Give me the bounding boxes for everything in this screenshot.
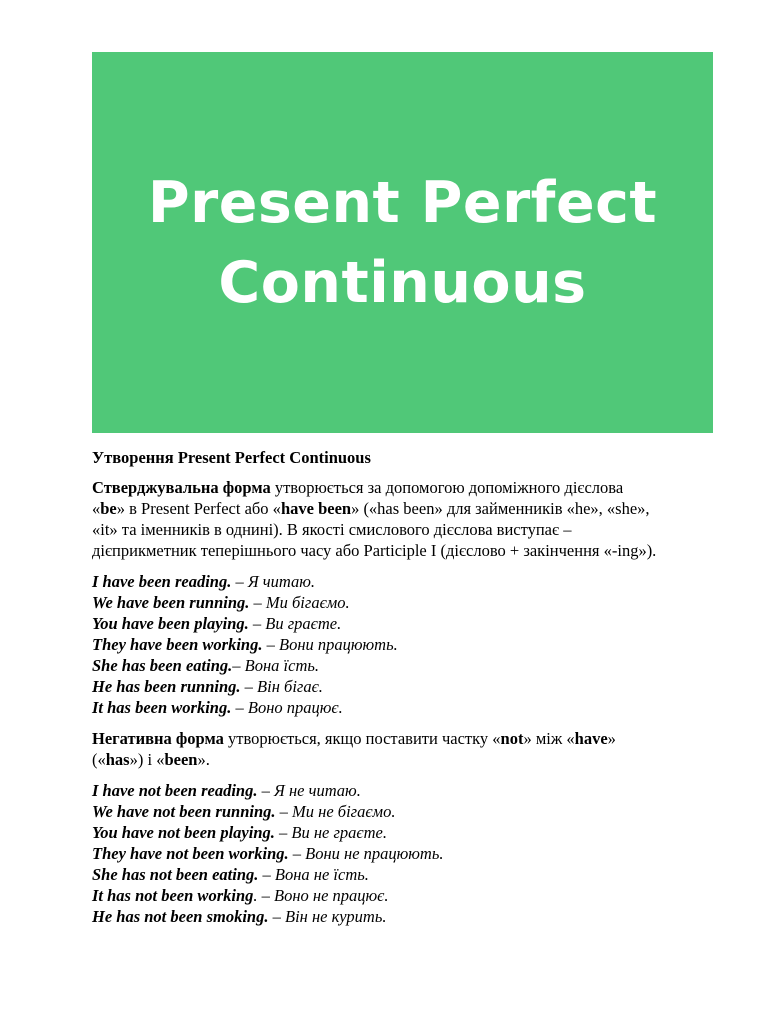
example-ua: – Вони не працюють. bbox=[288, 844, 444, 863]
example-item bbox=[92, 801, 722, 822]
example-en: They have not been working. bbox=[92, 844, 289, 863]
example-ua: – Вона не їсть. bbox=[258, 865, 369, 884]
example-item bbox=[92, 885, 722, 906]
affirmative-line-3: «it» та іменників в однині). В якості смислового дієслова виступає – bbox=[92, 520, 572, 539]
example-en: He has been running. bbox=[92, 677, 241, 696]
example-ua: – Ми бігаємо. bbox=[249, 593, 350, 612]
example-ua: – Вона їсть. bbox=[232, 656, 320, 675]
example-ua: – Воно працює. bbox=[231, 698, 343, 717]
affirmative-paragraph bbox=[92, 477, 722, 561]
negative-examples bbox=[92, 780, 722, 927]
example-ua: – Він бігає. bbox=[240, 677, 323, 696]
negative-term: Негативна форма bbox=[92, 729, 224, 748]
negative-text: (« bbox=[92, 750, 106, 769]
example-en: He has not been smoking. bbox=[92, 907, 269, 926]
example-en: It has been working. bbox=[92, 698, 232, 717]
example-en: You have not been playing. bbox=[92, 823, 275, 842]
example-ua: – Ми не бігаємо. bbox=[275, 802, 396, 821]
be-keyword: be bbox=[100, 499, 117, 518]
affirmative-text: утворюється за допомогою допоміжного дієслова bbox=[270, 478, 624, 497]
example-en: I have been reading. bbox=[92, 572, 232, 591]
negative-text: » між « bbox=[523, 729, 575, 748]
example-item bbox=[92, 843, 722, 864]
have-keyword: have bbox=[574, 729, 608, 748]
negative-text: ») і « bbox=[129, 750, 165, 769]
negative-text: » bbox=[607, 729, 616, 748]
example-en: She has not been eating. bbox=[92, 865, 259, 884]
has-keyword: has bbox=[105, 750, 130, 769]
example-item bbox=[92, 655, 722, 676]
banner-title-line-2: Continuous bbox=[218, 249, 587, 316]
example-en: We have not been running. bbox=[92, 802, 276, 821]
document-body bbox=[92, 447, 722, 937]
example-item bbox=[92, 613, 722, 634]
negative-line-2 bbox=[92, 749, 722, 770]
affirmative-line-1 bbox=[92, 477, 722, 498]
example-ua: – Вони працюють. bbox=[262, 635, 398, 654]
example-ua: . – Воно не працює. bbox=[253, 886, 389, 905]
example-en: She has been eating. bbox=[92, 656, 233, 675]
example-ua: – Ви граєте. bbox=[248, 614, 342, 633]
example-en: They have been working. bbox=[92, 635, 263, 654]
negative-line-1 bbox=[92, 728, 722, 749]
have-been-keyword: have been bbox=[280, 499, 352, 518]
section-heading: Утворення Present Perfect Continuous bbox=[92, 448, 371, 467]
been-keyword: been bbox=[164, 750, 198, 769]
example-en: I have not been reading. bbox=[92, 781, 258, 800]
example-item bbox=[92, 634, 722, 655]
title-banner bbox=[92, 52, 713, 433]
example-item bbox=[92, 571, 722, 592]
example-item bbox=[92, 697, 722, 718]
example-ua: – Я читаю. bbox=[231, 572, 316, 591]
affirmative-examples bbox=[92, 571, 722, 718]
banner-title-line-1: Present Perfect bbox=[147, 169, 658, 236]
example-item bbox=[92, 864, 722, 885]
example-ua: – Я не читаю. bbox=[257, 781, 361, 800]
example-en: It has not been working bbox=[92, 886, 254, 905]
affirmative-term: Стверджувальна форма bbox=[92, 478, 271, 497]
affirmative-line-2 bbox=[92, 498, 722, 519]
negative-text: ». bbox=[197, 750, 210, 769]
example-en: You have been playing. bbox=[92, 614, 249, 633]
example-ua: – Ви не граєте. bbox=[274, 823, 387, 842]
not-keyword: not bbox=[500, 729, 524, 748]
negative-paragraph bbox=[92, 728, 722, 770]
example-item bbox=[92, 822, 722, 843]
example-item bbox=[92, 676, 722, 697]
example-ua: – Він не курить. bbox=[268, 907, 387, 926]
example-item bbox=[92, 592, 722, 613]
example-item bbox=[92, 780, 722, 801]
example-en: We have been running. bbox=[92, 593, 250, 612]
affirmative-text: » в Present Perfect або « bbox=[116, 499, 281, 518]
negative-text: утворюється, якщо поставити частку « bbox=[223, 729, 501, 748]
affirmative-line-4: дієприкметник теперішнього часу або Participle I (дієслово + закінчення «-ing»). bbox=[92, 541, 657, 560]
quote-open: « bbox=[92, 499, 101, 518]
affirmative-text: » («has been» для займенників «he», «she», bbox=[351, 499, 650, 518]
example-item bbox=[92, 906, 722, 927]
